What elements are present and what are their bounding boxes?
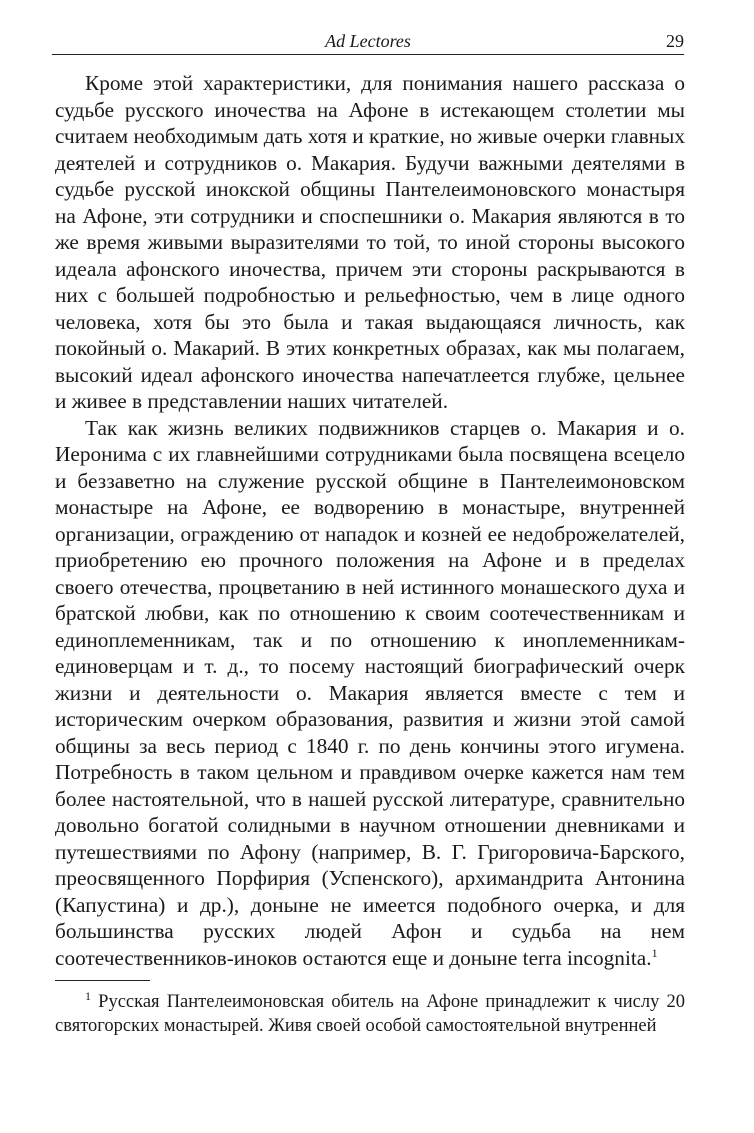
paragraph-1: Кроме этой характеристики, для понимания нашего рассказа о судьбе русского иночества на Афоне в истекающем столетии мы считаем необходимым дать хотя и краткие, но живые очерки главных деятелей и сотрудников о. Макария. Будучи важными деятелями в судьбе русской инокской общины Пантелеимоновского монастыря на Афоне, эти сотрудники и споспешники о. Макария являются в то же время живыми выразителями то той, то иной стороны высокого идеала афонского иночества, причем эти стороны раскрываются в них с большей подробностью и рельефностью, чем в лице одного человека, хотя бы это была и такая выдающаяся личность, как покойный о. Макарий. В этих конкретных образах, как мы полагаем, высокий идеал афонского иночества напечатлеется глубже, цельнее и живее в представлении наших читателей.: [55, 71, 685, 413]
paragraph-2-text: Так как жизнь великих подвижников старцев о. Макария и о. Иеронима с их главнейшими сотрудниками была посвящена всецело и беззаветно на служение русской общине в Пантелеимоновском монастыре на Афоне, ее водворению в монастыре, внутренней организации, ограждению от нападок и козней ее недоброжелателей, приобретению ею прочного положения на Афоне и в пределах своего отечества, процветанию в ней истинного монашеского духа и братской любви, как по отношению к своим соотечественникам и единоплеменникам, так и по отношению к иноплеменникам-единоверцам и т. д., то посему настоящий биографический очерк жизни и деятельности о. Макария является вместе с тем и историческим очерком образования, развития и жизни этой самой общины за весь период с 1840 г. по день кончины этого игумена. Потребность в таком цельном и правдивом очерке кажется нам тем более настоятельной, что в нашей русской литературе, сравнительно довольно богатой солидными в научном отношении дневниками и путешествиями по Афону (например, В. Г. Григоровича-Барского, преосвященного Порфирия (Успенского), архимандрита Антонина (Капустина) и др.), доныне не имеется подобного очерка, и для большинства русских людей Афон и судьба на нем соотечественников-иноков остаются еще и доныне terra incognita.: [55, 415, 685, 970]
main-text: [55, 70, 685, 971]
footnote-text: Русская Пантелеимоновская обитель на Афоне принадлежит к числу 20 святогорских монастырей. Живя своей особой самостоятельной внутренней: [55, 992, 685, 1036]
paragraph-2: [55, 415, 685, 972]
page-number: 29: [666, 31, 684, 51]
running-header: [52, 28, 684, 55]
footnote-mark: 1: [85, 988, 91, 1003]
running-title: Ad Lectores: [325, 31, 411, 51]
footnote-separator: [55, 980, 150, 981]
footnote: [55, 990, 685, 1038]
footnote-reference[interactable]: 1: [651, 945, 658, 960]
